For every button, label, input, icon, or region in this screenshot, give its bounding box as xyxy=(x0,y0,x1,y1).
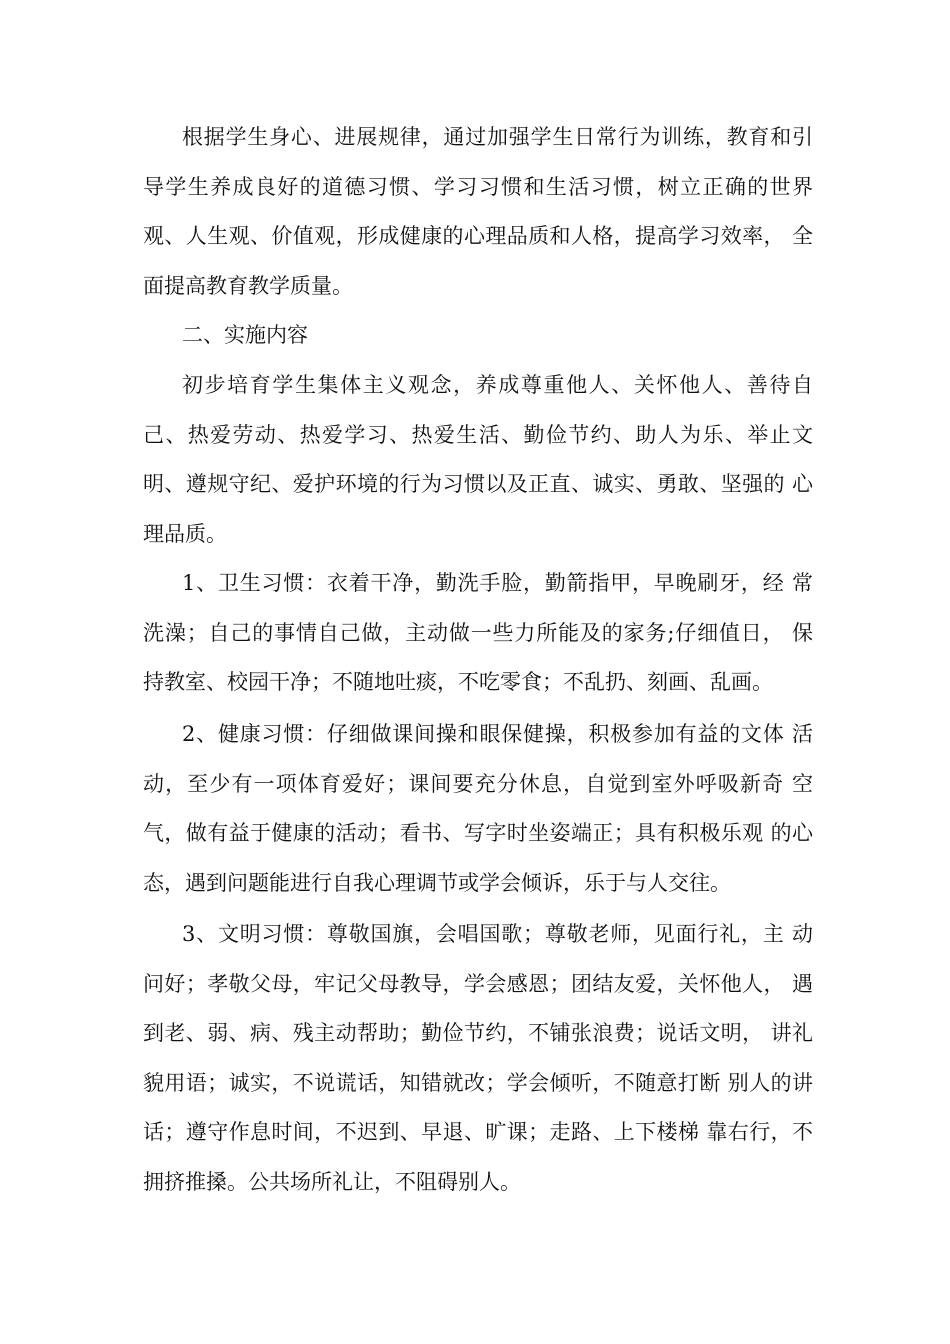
text-line: 导学生养成良好的道德习惯、学习习惯和生活习惯，树立正确的世界 xyxy=(143,174,813,199)
text-line: 问好；孝敬父母，牢记父母教导，学会感恩；团结友爱，关怀他人， 遇 xyxy=(143,971,813,996)
text-line: 明、遵规守纪、爱护环境的行为习惯以及正直、诚实、勇敢、坚强的 心 xyxy=(143,472,813,496)
text-line: 3、文明习惯：尊敬国旗，会唱国歌；尊敬老师，见面行礼，主 动 xyxy=(182,922,813,946)
section-heading xyxy=(143,311,813,361)
text-line: 到老、弱、病、残主动帮助；勤俭节约，不铺张浪费；说话文明， 讲礼 xyxy=(143,1021,813,1045)
paragraph-goal xyxy=(143,113,813,311)
text-line: 态，遇到问题能进行自我心理调节或学会倾诉，乐于与人交往。 xyxy=(143,870,731,895)
text-line: 己、热爱劳动、热爱学习、热爱生活、勤俭节约、助人为乐、举止文 xyxy=(143,422,813,447)
paragraph-civility xyxy=(143,910,813,1207)
text-line: 动，至少有一项体育爱好；课间要充分休息，自觉到室外呼吸新奇 空 xyxy=(143,771,813,796)
text-line: 初步培育学生集体主义观念，养成尊重他人、关怀他人、善待自 xyxy=(182,373,813,397)
text-line: 貌用语；诚实，不说谎话，知错就改；学会倾听，不随意打断 别人的讲 xyxy=(143,1070,813,1095)
paragraph-health xyxy=(143,710,813,908)
paragraph-hygiene xyxy=(143,559,813,708)
text-line: 拥挤推搡。公共场所礼让，不阻碍别人。 xyxy=(143,1169,521,1194)
text-line: 气，做有益于健康的活动；看书、写字时坐姿端正；具有积极乐观 的心 xyxy=(143,821,813,845)
text-line: 观、人生观、价值观，形成健康的心理品质和人格，提高学习效率， 全 xyxy=(143,224,813,248)
text-line: 洗澡；自己的事情自己做，主动做一些力所能及的家务;仔细值日， 保 xyxy=(143,620,813,645)
paragraph-content-intro xyxy=(143,361,813,559)
text-line: 理品质。 xyxy=(143,521,227,546)
text-line: 持教室、校园干净；不随地吐痰，不吃零食；不乱扔、刻画、乱画。 xyxy=(143,670,773,694)
text-line: 2、健康习惯：仔细做课间操和眼保健操，积极参加有益的文体 活 xyxy=(182,722,813,746)
text-line: 根据学生身心、进展规律，通过加强学生日常行为训练，教育和引 xyxy=(182,125,813,149)
text-line: 1、卫生习惯：衣着干净，勤洗手脸，勤箭指甲，早晚刷牙，经 常 xyxy=(182,571,813,595)
text-line: 面提高教育教学质量。 xyxy=(143,273,353,298)
text-line: 话；遵守作息时间，不迟到、早退、旷课；走路、上下楼梯 靠右行，不 xyxy=(143,1120,813,1144)
heading-text: 二、实施内容 xyxy=(182,323,308,347)
